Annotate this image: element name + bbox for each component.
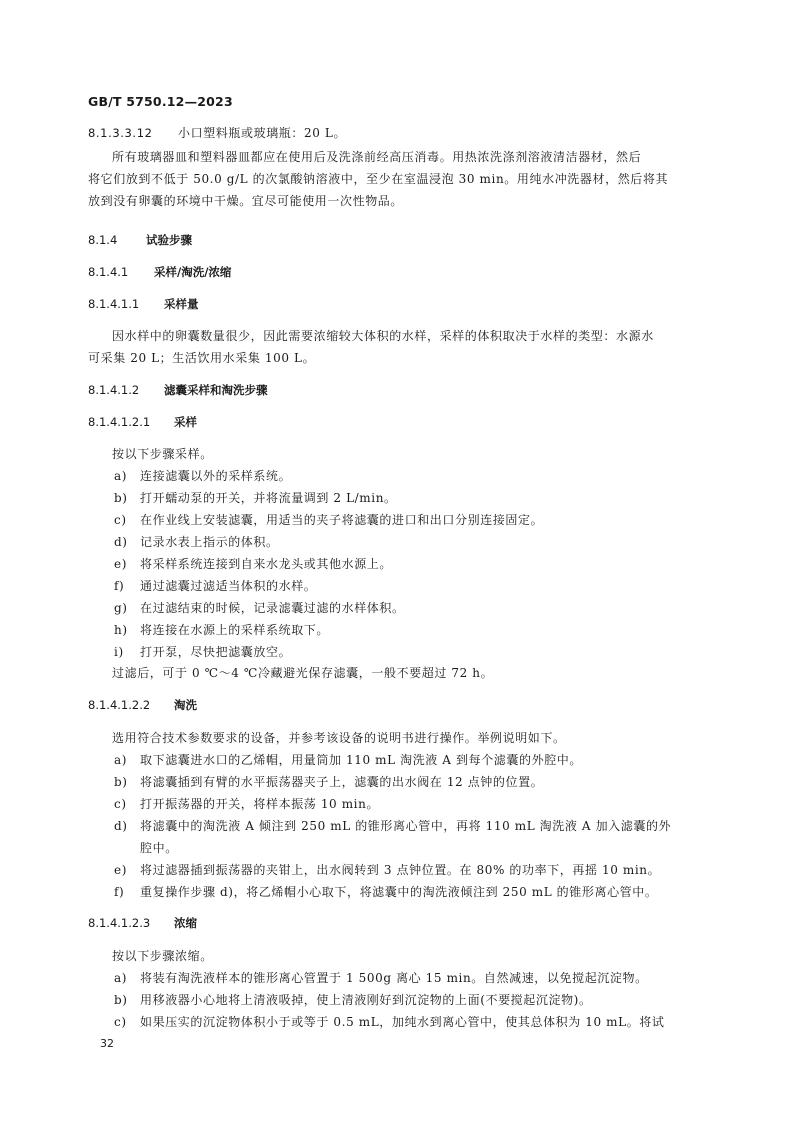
- list-item: [114, 967, 648, 989]
- heading-8-1-4-1-2-3: [88, 915, 197, 931]
- clause-text: 小口塑料瓶或玻璃瓶：20 L。: [178, 126, 347, 140]
- list-marker: d): [114, 535, 128, 549]
- list-marker: d): [114, 819, 128, 833]
- paragraph-line: 因水样中的卵囊数量很少，因此需要浓缩较大体积的水样，采样的体积取决于水样的类型：水源水: [112, 329, 654, 343]
- list-marker: g): [114, 601, 128, 615]
- list-item: [114, 509, 543, 531]
- list-item: [114, 619, 329, 641]
- paragraph-line: 放到没有卵囊的环境中干燥。宜尽可能使用一次性物品。: [88, 194, 404, 208]
- list-text: 打开振荡器的开关，将样本振荡 10 min。: [140, 797, 380, 811]
- heading-title: 采样量: [164, 297, 199, 311]
- list-item: [114, 641, 291, 663]
- heading-8-1-4-1-1: [88, 296, 199, 312]
- list-marker: h): [114, 623, 128, 637]
- list-marker: f): [114, 579, 125, 593]
- list-marker: e): [114, 863, 127, 877]
- elution-intro: 选用符合技术参数要求的设备，并参考该设备的说明书进行操作。举例说明如下。: [112, 731, 566, 745]
- heading-title: 采样/淘洗/浓缩: [154, 265, 232, 279]
- list-item: [114, 815, 671, 837]
- heading-number: 8.1.4.1.2.2: [88, 698, 151, 712]
- heading-title: 试验步骤: [146, 233, 192, 247]
- paragraph-line: 所有玻璃器皿和塑料器皿都应在使用后及洗涤前经高压消毒。用热浓洗涤剂溶液清洁器材，然后: [112, 150, 642, 164]
- list-marker: c): [114, 797, 127, 811]
- list-marker: c): [114, 1015, 127, 1029]
- list-item: [114, 749, 582, 771]
- list-text: 在作业线上安装滤囊，用适当的夹子将滤囊的进口和出口分别连接固定。: [140, 513, 544, 527]
- list-text: 将滤囊中的淘洗液 A 倾注到 250 mL 的锥形离心管中，再将 110 mL 淘洗液 A 加入滤囊的外: [140, 819, 672, 833]
- list-item: [114, 553, 392, 575]
- list-text: 重复操作步骤 d)，将乙烯帽小心取下，将滤囊中的淘洗液倾注到 250 mL 的锥形离心管中。: [140, 885, 658, 899]
- heading-8-1-4-1-2-2: [88, 697, 197, 713]
- heading-number: 8.1.4.1.1: [88, 297, 140, 311]
- list-text: 将采样系统连接到自来水龙头或其他水源上。: [140, 557, 393, 571]
- list-marker: b): [114, 491, 128, 505]
- clause-8-1-3-3-12: [88, 122, 346, 144]
- list-text: 将连接在水源上的采样系统取下。: [140, 623, 330, 637]
- list-marker: c): [114, 513, 127, 527]
- list-text: 通过滤囊过滤适当体积的水样。: [140, 579, 317, 593]
- page-number: 32: [100, 1037, 114, 1050]
- list-marker: f): [114, 885, 125, 899]
- concentration-intro: 按以下步骤浓缩。: [112, 949, 213, 963]
- heading-8-1-4: [88, 232, 192, 248]
- list-item: [114, 1011, 665, 1033]
- list-text: 将装有淘洗液样本的锥形离心管置于 1 500g 离心 15 min。自然减速，以免搅起沉淀物。: [140, 971, 648, 985]
- list-marker: a): [114, 971, 128, 985]
- list-item-continuation: 腔中。: [140, 841, 178, 855]
- sampling-after-note: 过滤后，可于 0 ℃～4 ℃冷藏避光保存滤囊，一般不要超过 72 h。: [112, 666, 494, 680]
- heading-title: 滤囊采样和淘洗步骤: [164, 383, 268, 397]
- list-item: [114, 487, 397, 509]
- list-item: [114, 859, 660, 881]
- clause-number: 8.1.3.3.12: [88, 126, 153, 140]
- sampling-intro: 按以下步骤采样。: [112, 447, 213, 461]
- list-text: 将过滤器插到振荡器的夹钳上，出水阀转到 3 点钟位置。在 80% 的功率下，再摇 10 min。: [140, 863, 661, 877]
- list-text: 取下滤囊进水口的乙烯帽，用量筒加 110 mL 淘洗液 A 到每个滤囊的外腔中。: [140, 753, 582, 767]
- document-header: GB/T 5750.12—2023: [88, 94, 233, 109]
- list-text: 如果压实的沉淀物体积小于或等于 0.5 mL，加纯水到离心管中，使其总体积为 10 mL。将试: [140, 1015, 665, 1029]
- heading-title: 淘洗: [174, 698, 197, 712]
- list-marker: a): [114, 753, 128, 767]
- list-text: 在过滤结束的时候，记录滤囊过滤的水样体积。: [140, 601, 405, 615]
- list-text: 打开泵，尽快把滤囊放空。: [140, 645, 292, 659]
- list-item: [114, 989, 592, 1011]
- list-marker: i): [114, 645, 124, 659]
- paragraph-line: 将它们放到不低于 50.0 g/L 的次氯酸钠溶液中，至少在室温浸泡 30 min。用纯水冲洗器材，然后将其: [88, 172, 669, 186]
- heading-8-1-4-1-2: [88, 382, 268, 398]
- heading-number: 8.1.4.1.2: [88, 383, 140, 397]
- list-item: [114, 465, 291, 487]
- list-item: [114, 881, 657, 903]
- heading-number: 8.1.4.1.2.3: [88, 916, 151, 930]
- heading-number: 8.1.4.1.2.1: [88, 415, 151, 429]
- list-item: [114, 597, 405, 619]
- list-item: [114, 531, 279, 553]
- list-item: [114, 793, 379, 815]
- list-text: 打开蠕动泵的开关，并将流量调到 2 L/min。: [140, 491, 397, 505]
- heading-number: 8.1.4.1: [88, 265, 129, 279]
- list-item: [114, 771, 543, 793]
- paragraph-line: 可采集 20 L；生活饮用水采集 100 L。: [88, 351, 316, 365]
- heading-number: 8.1.4: [88, 233, 118, 247]
- list-marker: a): [114, 469, 128, 483]
- list-marker: b): [114, 775, 128, 789]
- list-marker: b): [114, 993, 128, 1007]
- heading-title: 采样: [174, 415, 197, 429]
- list-marker: e): [114, 557, 127, 571]
- heading-title: 浓缩: [174, 916, 197, 930]
- list-text: 将滤囊插到有臂的水平振荡器夹子上，滤囊的出水阀在 12 点钟的位置。: [140, 775, 544, 789]
- list-text: 记录水表上指示的体积。: [140, 535, 279, 549]
- list-item: [114, 575, 316, 597]
- heading-8-1-4-1: [88, 264, 231, 280]
- list-text: 用移液器小心地将上清液吸掉，使上清液刚好到沉淀物的上面(不要搅起沉淀物)。: [140, 993, 592, 1007]
- list-text: 连接滤囊以外的采样系统。: [140, 469, 292, 483]
- heading-8-1-4-1-2-1: [88, 414, 197, 430]
